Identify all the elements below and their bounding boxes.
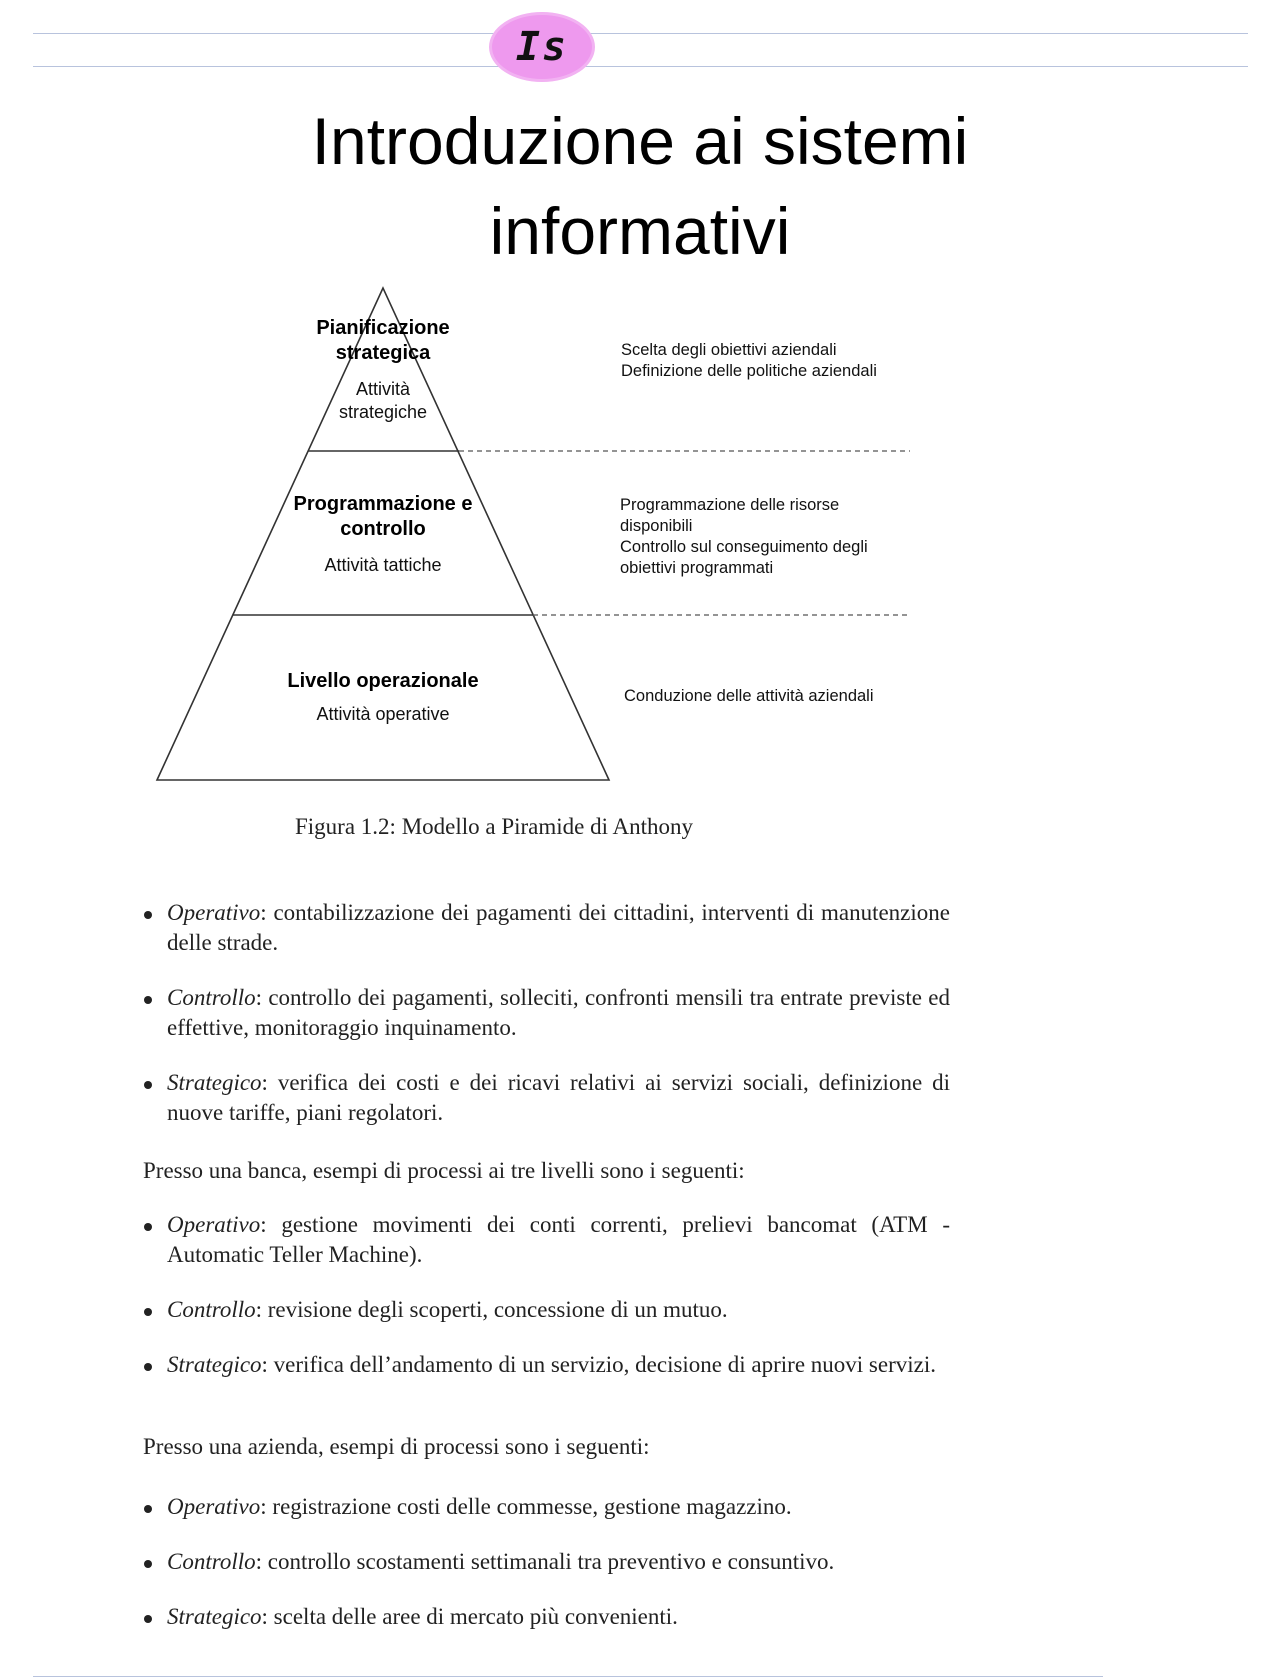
- bank-examples-list: [140, 1210, 950, 1380]
- list-item-text: : contabilizzazione dei pagamenti dei cittadini, interventi di manutenzione delle strade.: [167, 900, 950, 955]
- list-item: [140, 1492, 950, 1522]
- level-strategic-description: [621, 340, 877, 382]
- list-item-text: : controllo dei pagamenti, solleciti, confronti mensili tra entrate previste ed effettive, monitoraggio inquinamento.: [167, 985, 950, 1040]
- level-operational-title: [243, 669, 523, 694]
- level-tactical-desc-line-2: disponibili: [620, 517, 693, 535]
- level-strategic-desc-line-2: Definizione delle politiche aziendali: [621, 362, 877, 380]
- level-strategic-title-line-2: strategica: [335, 342, 431, 364]
- badge-label: Is: [515, 24, 569, 70]
- bullet-icon: [144, 1615, 152, 1623]
- list-item-term: Controllo: [167, 1549, 256, 1574]
- list-item: [140, 1068, 950, 1128]
- level-strategic-subtitle: [303, 378, 463, 424]
- list-item: [140, 1295, 950, 1325]
- list-item-text: : verifica dell’andamento di un servizio, decisione di aprire nuovi servizi.: [261, 1352, 936, 1377]
- bullet-icon: [144, 1308, 152, 1316]
- level-tactical-desc-line-4: obiettivi programmati: [620, 559, 774, 577]
- level-tactical-subtitle: [273, 554, 493, 577]
- list-item: [140, 1210, 950, 1270]
- level-tactical-title: [263, 492, 503, 542]
- level-operational-subtitle-line-1: Attività operative: [316, 704, 450, 724]
- list-item-text: : scelta delle aree di mercato più convenienti.: [261, 1604, 678, 1629]
- list-item: [140, 1350, 950, 1380]
- bank-intro-paragraph: Presso una banca, esempi di processi ai tre livelli sono i seguenti:: [143, 1158, 745, 1183]
- level-tactical-desc-line-3: Controllo sul conseguimento degli: [620, 538, 868, 556]
- level-strategic-title-line-1: Pianificazione: [316, 317, 450, 339]
- figure-caption: Figura 1.2: Modello a Piramide di Anthony: [295, 814, 693, 839]
- level-strategic-subtitle-line-2: strategiche: [338, 402, 428, 422]
- level-operational-subtitle: [263, 703, 503, 726]
- list-item-text: : registrazione costi delle commesse, gestione magazzino.: [260, 1494, 792, 1519]
- company-examples-list: [140, 1492, 950, 1632]
- level-operational-title-line-1: Livello operazionale: [287, 670, 479, 692]
- list-item: [140, 983, 950, 1043]
- company-intro-paragraph: Presso una azienda, esempi di processi sono i seguenti:: [143, 1434, 650, 1459]
- level-tactical-desc-line-1: Programmazione delle risorse: [620, 496, 840, 514]
- bullet-icon: [144, 1505, 152, 1513]
- list-item-term: Controllo: [167, 1297, 256, 1322]
- title-line-1: Introduzione ai sistemi: [311, 104, 969, 178]
- bullet-icon: [144, 1363, 152, 1371]
- list-item-term: Strategico: [167, 1604, 262, 1629]
- level-operational-description: [624, 686, 874, 707]
- list-item-term: Controllo: [167, 985, 256, 1010]
- level-tactical-title-line-1: Programmazione e: [293, 493, 473, 515]
- bullet-icon: [144, 996, 152, 1004]
- list-item-term: Operativo: [167, 1212, 261, 1237]
- list-item-term: Operativo: [167, 1494, 261, 1519]
- list-item-text: : controllo scostamenti settimanali tra preventivo e consuntivo.: [255, 1549, 835, 1574]
- bullet-icon: [144, 1081, 152, 1089]
- level-strategic-title: [283, 316, 483, 366]
- level-tactical-title-line-2: controllo: [340, 518, 426, 540]
- level-tactical-description: [620, 495, 868, 579]
- list-item-term: Strategico: [167, 1352, 262, 1377]
- bottom-rule: [33, 1676, 1103, 1677]
- level-operational-desc-line-1: Conduzione delle attività aziendali: [624, 687, 874, 705]
- list-item-term: Strategico: [167, 1070, 262, 1095]
- anthony-pyramid: [0, 0, 1280, 800]
- title-line-2: informativi: [489, 194, 791, 268]
- list-item: [140, 898, 950, 958]
- bullet-icon: [144, 911, 152, 919]
- level-tactical-subtitle-line-1: Attività tattiche: [324, 555, 442, 575]
- list-item-text: : gestione movimenti dei conti correnti, prelievi bancomat (ATM - Automatic Teller Machine).: [167, 1212, 950, 1267]
- list-item: [140, 1602, 950, 1632]
- list-item-text: : verifica dei costi e dei ricavi relativi ai servizi sociali, definizione di nuove tariffe, piani regolatori.: [167, 1070, 950, 1125]
- list-item: [140, 1547, 950, 1577]
- list-item-text: : revisione degli scoperti, concessione di un mutuo.: [255, 1297, 728, 1322]
- level-strategic-subtitle-line-1: Attività: [355, 379, 411, 399]
- level-strategic-desc-line-1: Scelta degli obiettivi aziendali: [621, 341, 837, 359]
- bullet-icon: [144, 1223, 152, 1231]
- bullet-icon: [144, 1560, 152, 1568]
- public-admin-examples-list: [140, 898, 950, 1128]
- list-item-term: Operativo: [167, 900, 261, 925]
